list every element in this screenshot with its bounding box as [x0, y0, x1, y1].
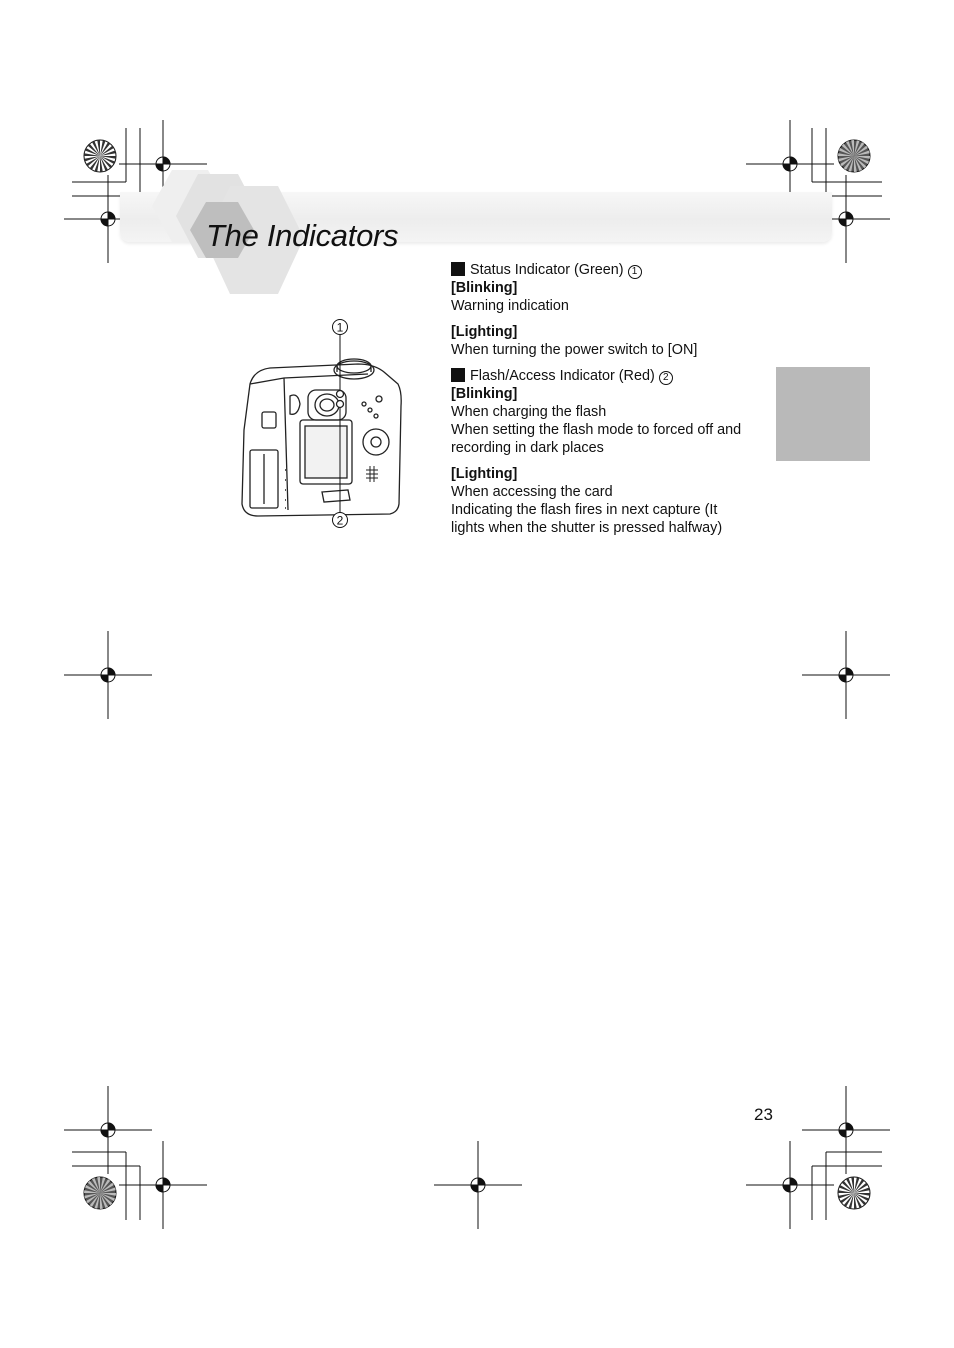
heading-text: Flash/Access Indicator (Red) [470, 368, 655, 384]
state-description: When accessing the card [451, 484, 613, 500]
state-label: [Blinking] [451, 280, 518, 296]
section-heading-flash-access [451, 367, 761, 385]
state-description: When setting the flash mode to forced off and [451, 422, 742, 438]
ref-circle: 1 [628, 265, 642, 279]
square-bullet-icon [451, 262, 465, 276]
starburst-target-icon [84, 1177, 116, 1209]
crosshair-mark-icon [802, 631, 890, 719]
state-description: Warning indication [451, 298, 569, 314]
state-label: [Lighting] [451, 466, 518, 482]
state-description: Indicating the flash fires in next capture (It [451, 502, 718, 518]
page-title: The Indicators [206, 218, 399, 253]
crosshair-mark-icon [802, 1086, 890, 1174]
state-label: [Lighting] [451, 324, 518, 340]
crosshair-mark-icon [746, 1141, 834, 1229]
crosshair-mark-icon [64, 631, 152, 719]
section-heading-status [451, 261, 761, 279]
state-description: lights when the shutter is pressed halfway) [451, 520, 723, 536]
state-label: [Blinking] [451, 386, 518, 402]
crosshair-mark-icon [64, 1086, 152, 1174]
camera-back-illustration [236, 314, 406, 536]
callout-2-label: 2 [336, 513, 344, 528]
heading-text: Status Indicator (Green) [470, 262, 624, 278]
starburst-target-icon [838, 1177, 870, 1209]
crosshair-mark-icon [434, 1141, 522, 1229]
state-description: When turning the power switch to [ON] [451, 342, 698, 358]
square-bullet-icon [451, 368, 465, 382]
state-description: When charging the flash [451, 404, 607, 420]
page-number: 23 [754, 1105, 773, 1124]
ref-circle: 2 [659, 371, 673, 385]
indicator-descriptions [451, 261, 761, 537]
state-description: recording in dark places [451, 440, 604, 456]
starburst-target-icon [838, 140, 870, 172]
starburst-target-icon [84, 140, 116, 172]
crosshair-mark-icon [119, 1141, 207, 1229]
callout-1-label: 1 [336, 320, 344, 335]
section-tab [776, 367, 870, 461]
